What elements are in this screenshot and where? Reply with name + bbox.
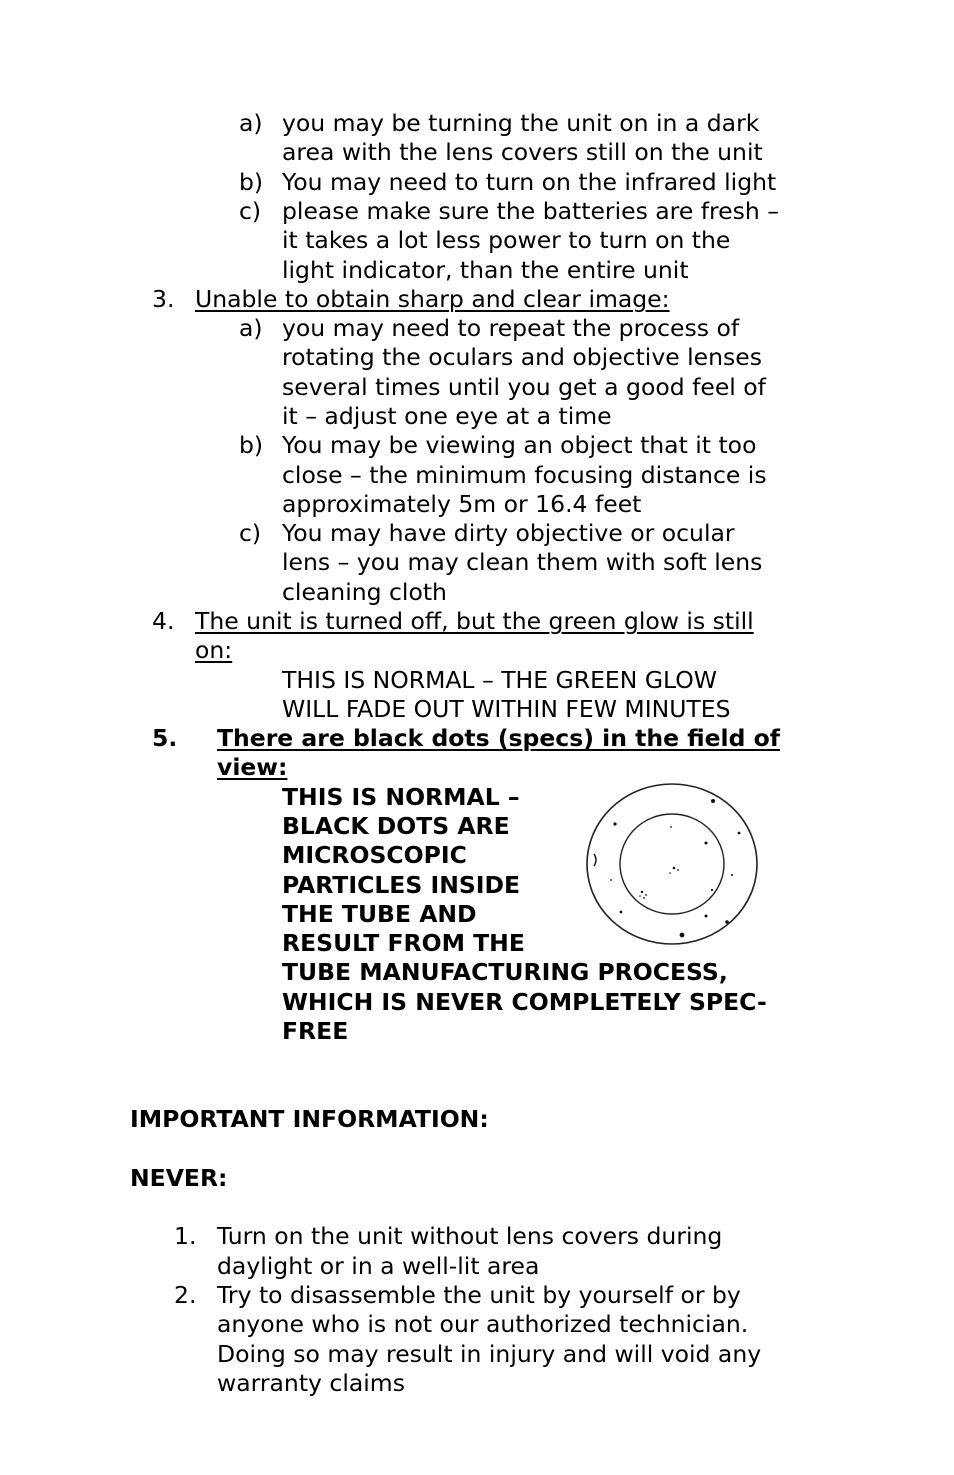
item3-c-line-2: lens – you may clean them with soft lens	[282, 548, 763, 576]
never-item2-line-3: Doing so may result in injury and will void any	[217, 1340, 762, 1368]
item5-heading-line-2: view:	[217, 753, 288, 781]
spec-dots	[610, 799, 740, 937]
never-item2-line-1: Try to disassemble the unit by yourself or by	[217, 1281, 741, 1309]
item3-a-line-2: rotating the oculars and objective lenses	[282, 343, 762, 371]
item3-heading: Unable to obtain sharp and clear image:	[195, 285, 670, 313]
item3-b-marker: b)	[239, 431, 264, 459]
item5-answer-line-6: RESULT FROM THE	[282, 929, 525, 957]
item3-a-line-1: you may need to repeat the process of	[282, 314, 740, 342]
item3-b-line-2: close – the minimum focusing distance is	[282, 461, 767, 489]
spec-mark	[594, 854, 596, 866]
item4-heading-line-1: The unit is turned off, but the green glow is still	[195, 607, 754, 635]
never-item1-number: 1.	[174, 1222, 197, 1250]
item5-heading-line-1: There are black dots (specs) in the field of	[217, 724, 780, 752]
never-item2-line-4: warranty claims	[217, 1369, 405, 1397]
item2-a-marker: a)	[239, 109, 263, 137]
item3-a-line-4: it – adjust one eye at a time	[282, 402, 612, 430]
never-item1-line-2: daylight or in a well-lit area	[217, 1252, 540, 1280]
item2-a-line-2: area with the lens covers still on the unit	[282, 138, 763, 166]
tube-view-illustration	[582, 780, 762, 950]
never-item2-line-2: anyone who is not our authorized technician.	[217, 1310, 749, 1338]
never-label: NEVER:	[130, 1164, 228, 1192]
item2-a-line-1: you may be turning the unit on in a dark	[282, 109, 760, 137]
item4-answer-line-1: THIS IS NORMAL – THE GREEN GLOW	[282, 666, 718, 694]
item2-c-line-2: it takes a lot less power to turn on the	[282, 226, 731, 254]
item5-answer-line-1: THIS IS NORMAL –	[282, 783, 520, 811]
item5-answer-line-8: WHICH IS NEVER COMPLETELY SPEC-	[282, 988, 767, 1016]
item4-heading-line-2: on:	[195, 636, 233, 664]
never-item1-line-1: Turn on the unit without lens covers during	[217, 1222, 723, 1250]
item3-c-line-3: cleaning cloth	[282, 578, 447, 606]
item2-c-marker: c)	[239, 197, 262, 225]
item3-a-marker: a)	[239, 314, 263, 342]
never-item2-number: 2.	[174, 1281, 197, 1309]
item3-number: 3.	[152, 285, 175, 313]
item3-a-line-3: several times until you get a good feel of	[282, 373, 766, 401]
important-title: IMPORTANT INFORMATION:	[130, 1105, 489, 1133]
item3-b-line-1: You may be viewing an object that it too	[282, 431, 757, 459]
item3-c-marker: c)	[239, 519, 262, 547]
inner-ring	[620, 814, 724, 914]
item5-answer-line-4: PARTICLES INSIDE	[282, 871, 521, 899]
item5-answer-line-7: TUBE MANUFACTURING PROCESS,	[282, 958, 728, 986]
item5-answer-line-3: MICROSCOPIC	[282, 841, 467, 869]
item4-number: 4.	[152, 607, 175, 635]
item2-c-line-3: light indicator, than the entire unit	[282, 256, 689, 284]
outer-ring	[587, 784, 757, 944]
item2-b-marker: b)	[239, 168, 264, 196]
item5-answer-line-5: THE TUBE AND	[282, 900, 477, 928]
item3-b-line-3: approximately 5m or 16.4 feet	[282, 490, 642, 518]
item2-c-line-1: please make sure the batteries are fresh –	[282, 197, 779, 225]
item5-answer-line-9: FREE	[282, 1017, 349, 1045]
item3-c-line-1: You may have dirty objective or ocular	[282, 519, 735, 547]
item5-number: 5.	[152, 724, 178, 752]
item5-answer-line-2: BLACK DOTS ARE	[282, 812, 510, 840]
item4-answer-line-2: WILL FADE OUT WITHIN FEW MINUTES	[282, 695, 731, 723]
item2-b-line-1: You may need to turn on the infrared light	[282, 168, 777, 196]
